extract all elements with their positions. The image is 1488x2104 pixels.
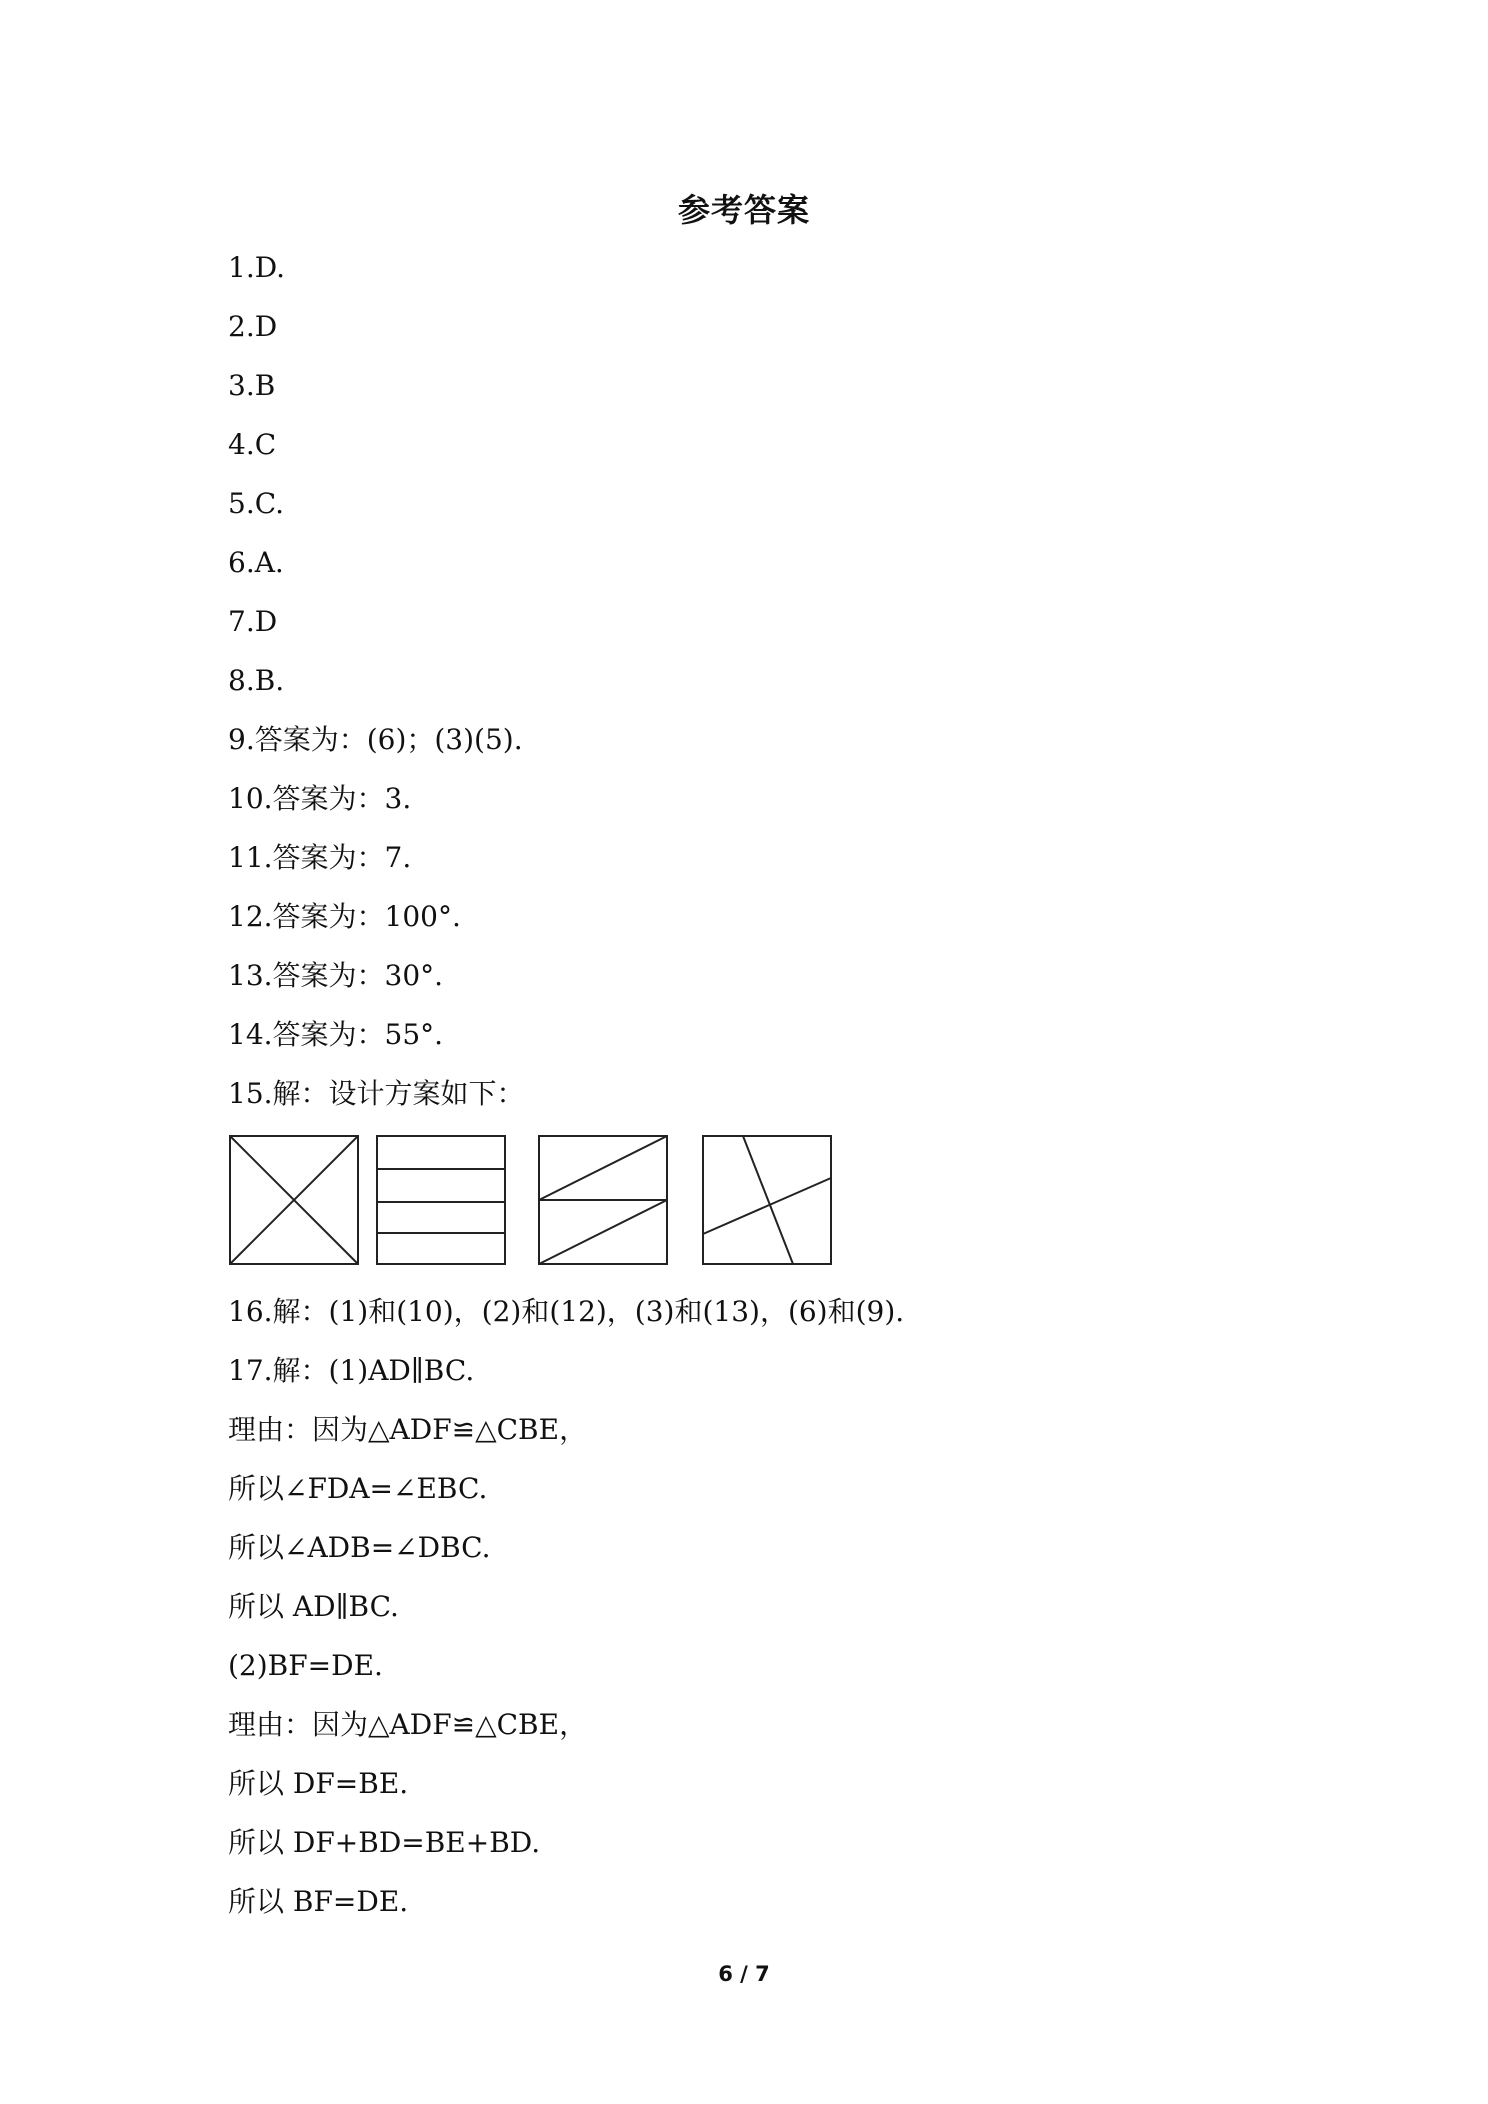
answer-line-14: 14.答案为：55°. (228, 1018, 444, 1051)
square-diagonals-figure (230, 1136, 358, 1264)
answer-line-10: 10.答案为：3. (228, 782, 412, 815)
answer-line-5: 5.C. (228, 487, 285, 520)
solution-line-22: (2)BF=DE. (228, 1649, 383, 1682)
answer-line-7: 7.D (228, 605, 278, 638)
solution-line-26: 所以 BF=DE. (228, 1885, 409, 1918)
answer-line-13: 13.答案为：30°. (228, 959, 444, 992)
solution-line-16: 16.解：(1)和(10)，(2)和(12)，(3)和(13)，(6)和(9). (228, 1295, 905, 1328)
answer-line-4: 4.C (228, 428, 277, 461)
square-split-diagonals-figure (539, 1136, 667, 1264)
solution-line-23: 理由：因为△ADF≌△CBE， (228, 1708, 588, 1741)
answer-line-2: 2.D (228, 310, 278, 343)
solution-line-21: 所以 AD∥BC. (228, 1590, 399, 1623)
square-horizontal-strips-figure (377, 1136, 505, 1264)
answer-line-11: 11.答案为：7. (228, 841, 412, 874)
solution-line-19: 所以∠FDA=∠EBC. (228, 1472, 488, 1505)
solution-line-20: 所以∠ADB=∠DBC. (228, 1531, 491, 1564)
solution-line-24: 所以 DF=BE. (228, 1767, 409, 1800)
page-title: 参考答案 (677, 191, 810, 229)
answer-line-6: 6.A. (228, 546, 284, 579)
solution-line-25: 所以 DF+BD=BE+BD. (228, 1826, 541, 1859)
page-number: 6 / 7 (718, 1962, 770, 1986)
answer-line-8: 8.B. (228, 664, 285, 697)
answer-line-3: 3.B (228, 369, 276, 402)
solution-line-18: 理由：因为△ADF≌△CBE， (228, 1413, 588, 1446)
answer-line-12: 12.答案为：100°. (228, 900, 461, 933)
answer-line-9: 9.答案为：(6)；(3)(5). (228, 723, 523, 756)
solution-line-17: 17.解：(1)AD∥BC. (228, 1354, 475, 1387)
answer-line-1: 1.D. (228, 251, 286, 284)
answer-line-15: 15.解：设计方案如下： (228, 1077, 525, 1110)
design-figures (228, 1134, 848, 1266)
square-crossing-lines-figure (703, 1136, 831, 1264)
